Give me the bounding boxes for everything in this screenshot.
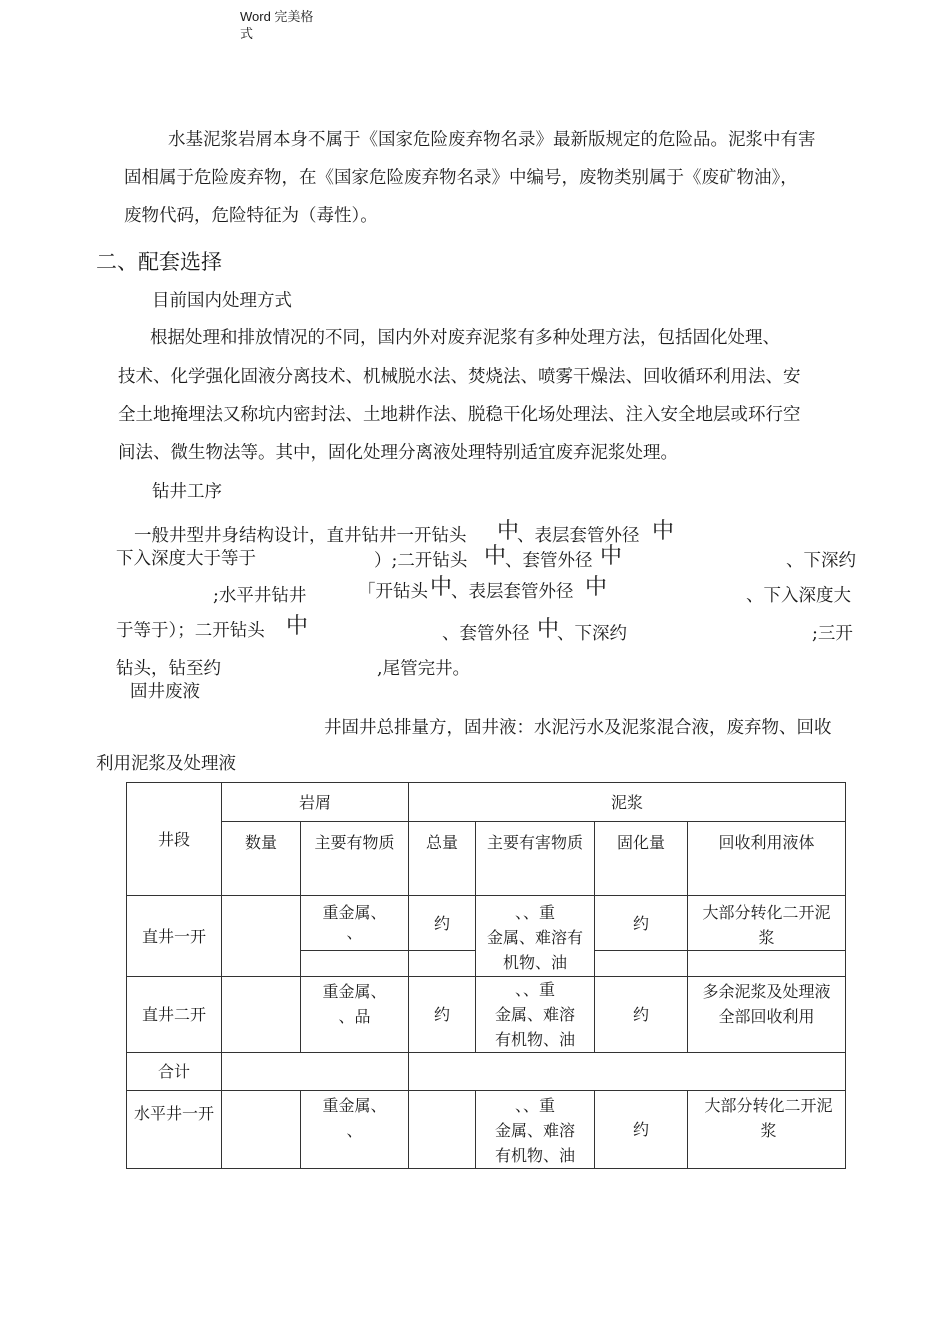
header-solid	[595, 822, 688, 896]
header-section-label: 井段	[157, 829, 190, 849]
row2-harm-line1: 、、重	[514, 980, 555, 999]
row4-main-line1: 重金属、	[322, 1096, 387, 1115]
header-harm	[476, 822, 595, 896]
row3-cuttings-total	[222, 1053, 409, 1091]
section-heading: 二、配套选择	[96, 250, 222, 274]
drill-e1: 钻头，钻至约	[116, 659, 221, 679]
row4-reuse-label: 大部分转化二开泥浆	[704, 1096, 833, 1140]
drill-b1: 下入深度大于等于	[116, 549, 256, 569]
row1-harm-line3: 机物、油	[502, 953, 567, 972]
header-solid-label: 固化量	[616, 833, 665, 852]
row2-harm-line2: 金属、难溶	[494, 1005, 575, 1024]
row1-name	[127, 896, 222, 977]
header-reuse	[688, 822, 846, 896]
row1-harm	[476, 896, 595, 977]
intro-line-2: 固相属于危险废弃物，在《国家危险废弃物名录》中编号，废物类别属于《废矿物油》，	[124, 168, 798, 188]
phi-symbol: 中	[585, 575, 608, 600]
drill-d2: 、套管外径	[442, 624, 530, 644]
header-line-2: 式	[240, 26, 254, 41]
header-cuttings-label: 岩屑	[298, 792, 331, 812]
intro-line-1: 水基泥浆岩屑本身不属于《国家危险废弃物名录》最新版规定的危险品。泥浆中有害	[168, 130, 816, 150]
row1-reuse	[688, 896, 846, 951]
para3-line-2: 利用泥浆及处理液	[96, 754, 236, 774]
row1-total	[409, 896, 476, 951]
drill-e2: ,尾管完井。	[377, 659, 471, 679]
drill-a1: 一般井型井身结构设计，直井钻井一开钻头	[134, 526, 467, 546]
phi-symbol: 中	[537, 617, 560, 642]
row1-harm-line2: 金属、难溶有	[486, 928, 583, 947]
para1-line-3: 全土地掩埋法又称坑内密封法、土地耕作法、脱稳干化场处理法、注入安全地层或环行空	[118, 405, 801, 425]
drill-d3: 、下深约	[557, 624, 627, 644]
drill-b4: 、下深约	[786, 551, 856, 571]
subheading-domestic: 目前国内处理方式	[152, 291, 292, 311]
row2-harm	[476, 977, 595, 1053]
row1b-reuse	[688, 951, 846, 977]
row4-total	[409, 1091, 476, 1169]
intro-line-3: 废物代码，危险特征为（毒性）。	[124, 206, 378, 226]
row2-qty	[222, 977, 301, 1053]
row2-reuse-label: 多余泥浆及处理液全部回收利用	[702, 982, 831, 1026]
phi-symbol: 中	[600, 544, 623, 569]
para1-line-4: 间法、微生物法等。其中，固化处理分离液处理特别适宜废弃泥浆处理。	[118, 443, 678, 463]
row2-solid	[595, 977, 688, 1053]
row1b-main	[301, 951, 409, 977]
header-qty	[222, 822, 301, 896]
row2-solid-label: 约	[632, 1005, 649, 1024]
phi-symbol: 中	[286, 614, 309, 639]
subheading-drilling: 钻井工序	[152, 482, 222, 502]
row4-solid	[595, 1091, 688, 1169]
para3-line-1: 井固井总排量方，固井液：水泥污水及泥浆混合液，废弃物、回收	[324, 718, 832, 738]
phi-symbol: 中	[497, 519, 520, 544]
header-main	[301, 822, 409, 896]
header-line-1: Word 完美格	[240, 9, 314, 24]
drill-d1: 于等于）；二开钻头	[116, 621, 265, 641]
row1-solid-label: 约	[632, 913, 649, 933]
subheading-cementing: 固井废液	[130, 682, 200, 702]
row1-total-label: 约	[433, 913, 450, 933]
para1-line-1: 根据处理和排放情况的不同，国内外对废弃泥浆有多种处理方法，包括固化处理、	[150, 328, 780, 348]
header-total	[409, 822, 476, 896]
phi-symbol: 中	[652, 519, 675, 544]
drill-c1: ;水平井钻井	[213, 586, 307, 606]
row1-name-label: 直井一开	[141, 926, 206, 946]
header-main-label: 主要有物质	[314, 833, 395, 852]
row4-name-label: 水平井一开	[133, 1104, 214, 1123]
row2-total	[409, 977, 476, 1053]
header-cuttings	[222, 783, 409, 822]
drill-c3: 、表层套管外径	[451, 582, 574, 602]
header-mud	[409, 783, 846, 822]
row2-name-label: 直井二开	[141, 1005, 206, 1024]
row2-main-line1: 重金属、	[322, 982, 387, 1001]
row3-mud-total	[409, 1053, 846, 1091]
drill-d4: ;三开	[812, 624, 853, 644]
drill-c4: 、下入深度大	[746, 586, 851, 606]
para1-line-2: 技术、化学强化固液分离技术、机械脱水法、焚烧法、喷雾干燥法、回收循环利用法、安	[118, 367, 801, 387]
drill-b2: ）;二开钻头	[374, 551, 468, 571]
row4-reuse	[688, 1091, 846, 1169]
drill-a2: 、表层套管外径	[517, 526, 640, 546]
drill-c2: 「开钻头	[358, 582, 428, 602]
row3-name-label: 合计	[157, 1062, 190, 1081]
row1b-total	[409, 951, 476, 977]
row4-harm-line1: 、、重	[514, 1096, 555, 1115]
row2-main-line2: 、品	[338, 1007, 371, 1026]
row2-total-label: 约	[433, 1005, 450, 1024]
row3-name	[127, 1053, 222, 1091]
row1-reuse-label: 大部分转化二开泥浆	[702, 903, 831, 947]
row1-main-line1: 重金属、	[322, 903, 387, 922]
row1-harm-line1: 、、重	[514, 903, 555, 922]
row4-name	[127, 1091, 222, 1169]
row4-main-line2: 、	[346, 1121, 363, 1140]
header-qty-label: 数量	[244, 833, 277, 852]
header-reuse-label: 回收利用液体	[718, 833, 815, 852]
header-harm-label: 主要有害物质	[486, 833, 583, 852]
phi-symbol: 中	[430, 575, 453, 600]
row1-main	[301, 896, 409, 951]
row4-solid-label: 约	[632, 1120, 649, 1139]
row2-harm-line3: 有机物、油	[494, 1030, 575, 1049]
header-total-label: 总量	[425, 833, 458, 852]
waste-table	[126, 782, 846, 1169]
row2-reuse	[688, 977, 846, 1053]
header-section	[127, 783, 222, 896]
row4-qty	[222, 1091, 301, 1169]
row1-qty	[222, 896, 301, 977]
row1-solid	[595, 896, 688, 951]
row2-main	[301, 977, 409, 1053]
row4-harm	[476, 1091, 595, 1169]
header-mud-label: 泥浆	[610, 792, 643, 812]
row4-harm-line2: 金属、难溶	[494, 1121, 575, 1140]
drill-b3: 、套管外径	[505, 551, 593, 571]
row2-name	[127, 977, 222, 1053]
row1-main-line2: 、	[346, 923, 363, 942]
row4-main	[301, 1091, 409, 1169]
row4-harm-line3: 有机物、油	[494, 1146, 575, 1165]
phi-symbol: 中	[484, 544, 507, 569]
row1b-solid	[595, 951, 688, 977]
